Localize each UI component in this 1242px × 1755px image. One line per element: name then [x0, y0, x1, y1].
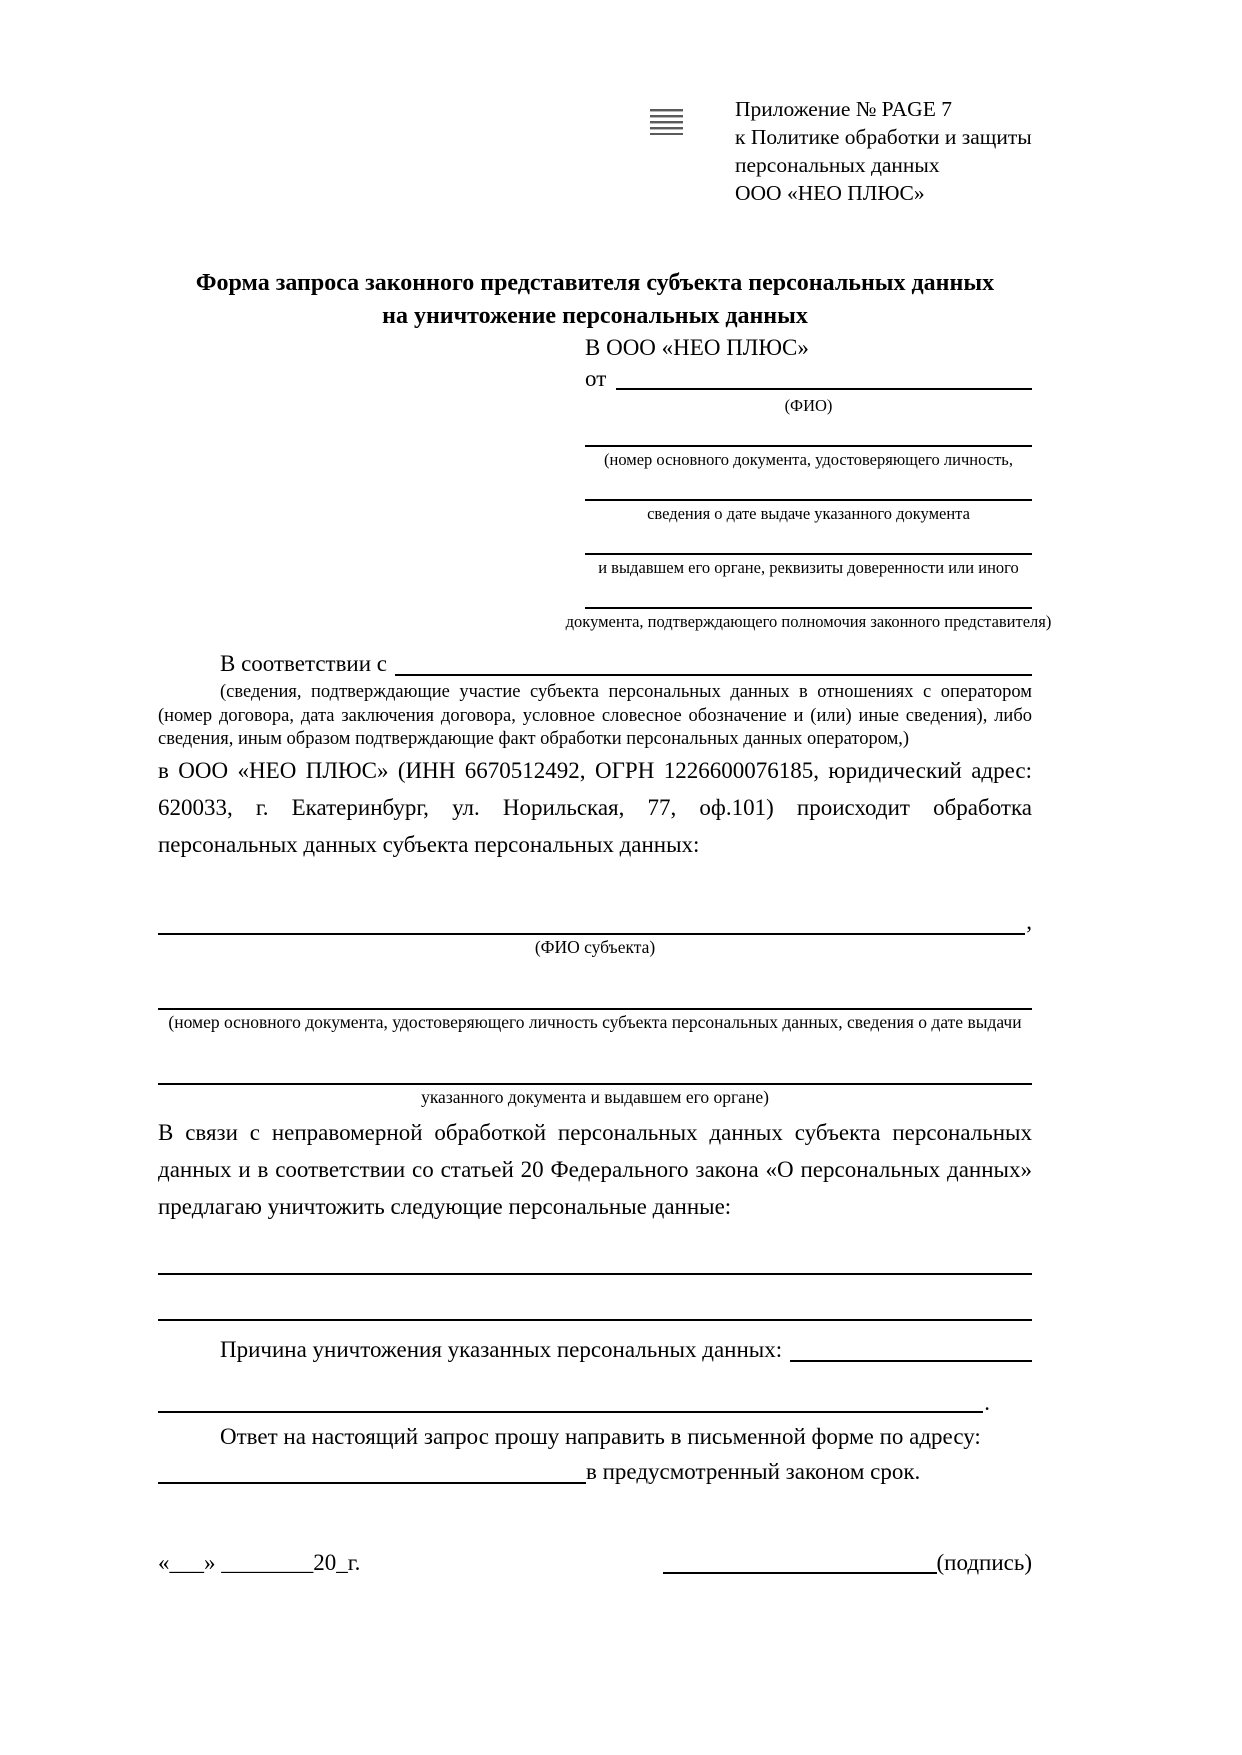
- representative-doc-blank-3: [585, 533, 1032, 555]
- document-content: [158, 95, 1052, 1579]
- demand-paragraph: В связи с неправомерной обработкой персональных данных субъекта персональных данных и в соответствии со статьей 20 Федерального закона «О персональных данных» предлагаю уничтожить следующие персональные данные:: [158, 1119, 1032, 1219]
- data-to-destroy-blank-1: [158, 1251, 1032, 1275]
- addressee-from-row: [585, 363, 1032, 395]
- according-label: В соответствии с: [220, 651, 388, 676]
- reason-label: Причина уничтожения указанных персональных данных:: [220, 1336, 783, 1362]
- form-title-line2: на уничтожение персональных данных: [382, 303, 808, 329]
- reply-address-blank: [158, 1482, 586, 1484]
- company-name-line: ООО «НЕО ПЛЮС»: [735, 181, 925, 205]
- policy-reference-line2: персональных данных: [735, 153, 940, 177]
- reply-tail-text: в предусмотренный законом срок.: [586, 1458, 921, 1484]
- reason-blank-2: [158, 1387, 983, 1413]
- representative-doc-caption-4: документа, подтверждающего полномочия законного представителя): [565, 612, 1052, 631]
- data-to-destroy-blank-2: [158, 1297, 1032, 1321]
- representative-doc-caption-1: (номер основного документа, удостоверяющего личность,: [604, 450, 1013, 469]
- representative-doc-blank-4: [585, 587, 1032, 609]
- representative-doc-field-4: [565, 587, 1052, 633]
- signature-caption: (подпись): [936, 1549, 1032, 1575]
- appendix-header-block: [735, 95, 1035, 207]
- signature-group: [663, 1547, 1032, 1579]
- from-fio-blank: [616, 363, 1032, 390]
- reason-period: .: [984, 1389, 990, 1415]
- subject-fio-caption: (ФИО субъекта): [534, 936, 656, 957]
- subject-fio-row: [158, 909, 1032, 935]
- reply-address-row: [158, 1455, 1032, 1489]
- reply-paragraph: Ответ на настоящий запрос прошу направить в письменной форме по адресу:: [220, 1423, 981, 1449]
- according-note: (сведения, подтверждающие участие субъекта персональных данных в отношениях с оператором (номер договора, дата заключения договора, условное словесное обозначение и (или) иные сведения), либо сведения, иным образом подтверждающие факт обработки персональных данных оператором,): [158, 682, 1032, 749]
- subject-doc-blank-2: [158, 1061, 1032, 1085]
- representative-doc-field-3: [585, 533, 1032, 579]
- subject-fio-comma: ,: [1026, 908, 1032, 934]
- subject-fio-blank: [158, 909, 1025, 935]
- addressee-to-line: В ООО «НЕО ПЛЮС»: [585, 335, 809, 360]
- appendix-number-line: Приложение № PAGE 7: [735, 97, 952, 121]
- policy-reference-line: к Политике обработки и защиты: [735, 125, 1032, 149]
- date-line: «___» ________20_г.: [158, 1549, 361, 1575]
- representative-doc-blank-1: [585, 425, 1032, 447]
- form-title: [158, 267, 1032, 333]
- subject-doc-blank-1: [158, 986, 1032, 1010]
- reason-row: [158, 1333, 1032, 1367]
- operator-paragraph: в ООО «НЕО ПЛЮС» (ИНН 6670512492, ОГРН 1226600076185, юридический адрес: 620033, г. Екатеринбург, ул. Норильская, 77, оф.101) происходит обработка персональных данных субъекта персональных данных:: [158, 757, 1032, 857]
- representative-doc-caption-3: и выдавшем его органе, реквизиты доверенности или иного: [598, 558, 1019, 577]
- field-code-marker-icon: [650, 109, 683, 135]
- reason-blank-1: [790, 1360, 1032, 1362]
- form-body: [158, 647, 1032, 1579]
- subject-doc-caption-1: (номер основного документа, удостоверяющего личность субъекта персональных данных, сведения о дате выдачи: [168, 1011, 1022, 1032]
- representative-doc-field-2: [585, 479, 1032, 525]
- reason-continuation-row: [158, 1387, 990, 1416]
- representative-doc-blank-2: [585, 479, 1032, 501]
- signature-footer: [158, 1547, 1032, 1579]
- representative-doc-caption-2: сведения о дате выдаче указанного документа: [647, 504, 970, 523]
- according-row: [158, 647, 1032, 681]
- representative-doc-field-1: [585, 425, 1032, 471]
- subject-doc-caption-2: указанного документа и выдавшем его органе): [421, 1086, 769, 1107]
- addressee-block: [565, 333, 1052, 633]
- document-header: [158, 95, 1032, 213]
- from-label: от: [585, 366, 607, 391]
- signature-blank: [663, 1572, 937, 1574]
- fio-caption: (ФИО): [784, 396, 833, 415]
- form-title-line1: Форма запроса законного представителя субъекта персональных данных: [195, 270, 995, 296]
- according-blank: [395, 647, 1032, 676]
